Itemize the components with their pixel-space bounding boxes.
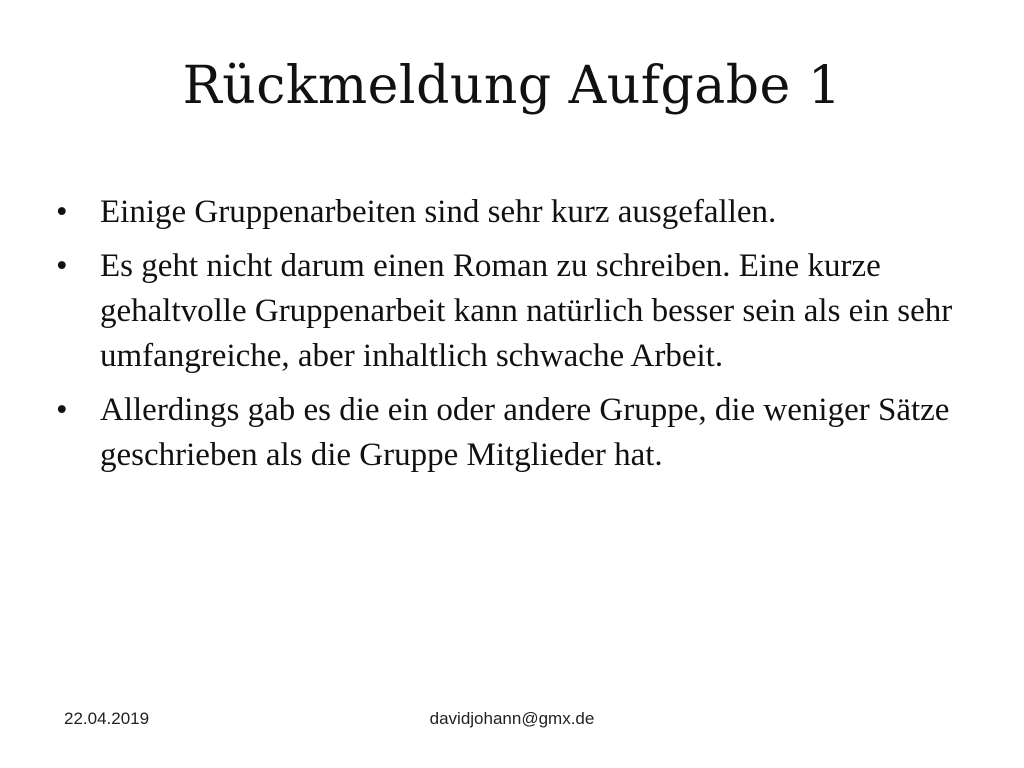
bullet-list [56, 190, 976, 487]
bullet-text: Es geht nicht darum einen Roman zu schreiben. Eine kurze gehaltvolle Gruppenarbeit kann natürlich besser sein als ein sehr umfangreiche, aber inhaltlich schwache Arbeit. [100, 248, 953, 374]
slide-title: Rückmeldung Aufgabe 1 [182, 56, 842, 116]
bullet-item [56, 388, 976, 478]
bullet-marker: • [56, 248, 68, 284]
bullet-marker: • [56, 194, 68, 230]
bullet-item [56, 190, 976, 235]
bullet-text: Einige Gruppenarbeiten sind sehr kurz ausgefallen. [100, 194, 777, 230]
footer-email: davidjohann@gmx.de [429, 709, 595, 728]
bullet-text: Allerdings gab es die ein oder andere Gruppe, die weniger Sätze geschrieben als die Gruppe Mitglieder hat. [100, 392, 950, 473]
bullet-marker: • [56, 392, 68, 428]
footer-date: 22.04.2019 [64, 709, 150, 728]
bullet-item [56, 244, 976, 379]
